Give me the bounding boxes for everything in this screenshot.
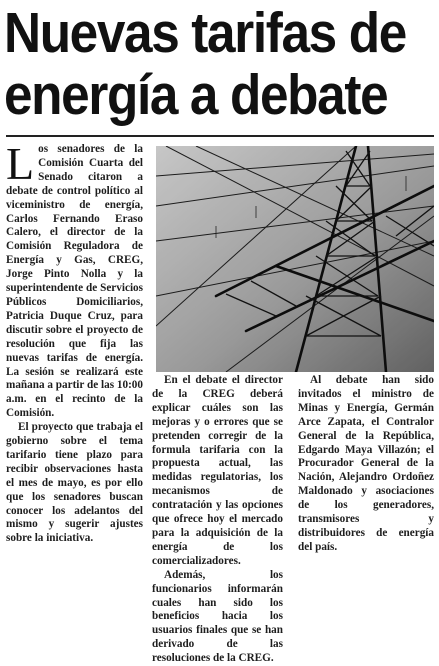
article-column-3	[298, 374, 434, 555]
article-paragraph-5: Al debate han sido invitados el ministro de Minas y Energía, Germán Arce Zapata, el Contralor General de la República, Edgardo Maya Villazón; el Procurador General de la Nación, Alejandro Ordoñez Maldonado y asociaciones de los generadores, transmisores y distribuidores de energía del país.	[298, 374, 434, 553]
headline	[4, 1, 406, 127]
article-paragraph-1	[6, 138, 143, 421]
headline-rule	[6, 135, 434, 137]
article-paragraph-2: El proyecto que trabaja el gobierno sobre el tema tarifario tiene plazo para recibir observaciones hasta el mes de mayo, es por ello que los senadores buscan conocer los adelantos del mismo y sugerir ajustes sobre la iniciativa.	[6, 421, 143, 545]
power-tower-photo	[156, 146, 434, 372]
headline-line-2: energía a debate	[4, 63, 388, 127]
drop-cap: L	[6, 138, 35, 189]
article-column-2	[152, 374, 283, 666]
article-column-1	[6, 138, 143, 546]
headline-line-1: Nuevas tarifas de	[4, 1, 406, 65]
paragraph-1-text: os senadores de la Comisión Cuarta del Senado citaron a debate de control político al viceministro de energía, Carlos Fernando Eraso Calero, el director de la Comisión Reguladora de Energía y Gas, CREG, Jorge Pinto Nolla y la superintendente de Servicios Públicos Domiciliarios, Patricia Duque Cruz, para discutir sobre el proyecto de resolución que fija las nuevas tarifas de energía. La sesión se realizará este mañana a partir de las 10:00 a.m. en el recinto de la Comisión.	[6, 143, 143, 420]
article-paragraph-3: En el debate el director de la CREG deberá explicar cuáles son las mejoras y o errores que se pretenden corregir de la formula tarifaria con la propuesta actual, las medidas regulatorias, los mecanismos de contratación y las opciones que ofrece hoy el mercado para la adquisición de la energía de los comercializadores.	[152, 374, 283, 567]
article-paragraph-4: Además, los funcionarios informarán cuales han sido los beneficios hacia los usuarios finales que se han derivado de las resoluciones de la CREG.	[152, 568, 283, 665]
